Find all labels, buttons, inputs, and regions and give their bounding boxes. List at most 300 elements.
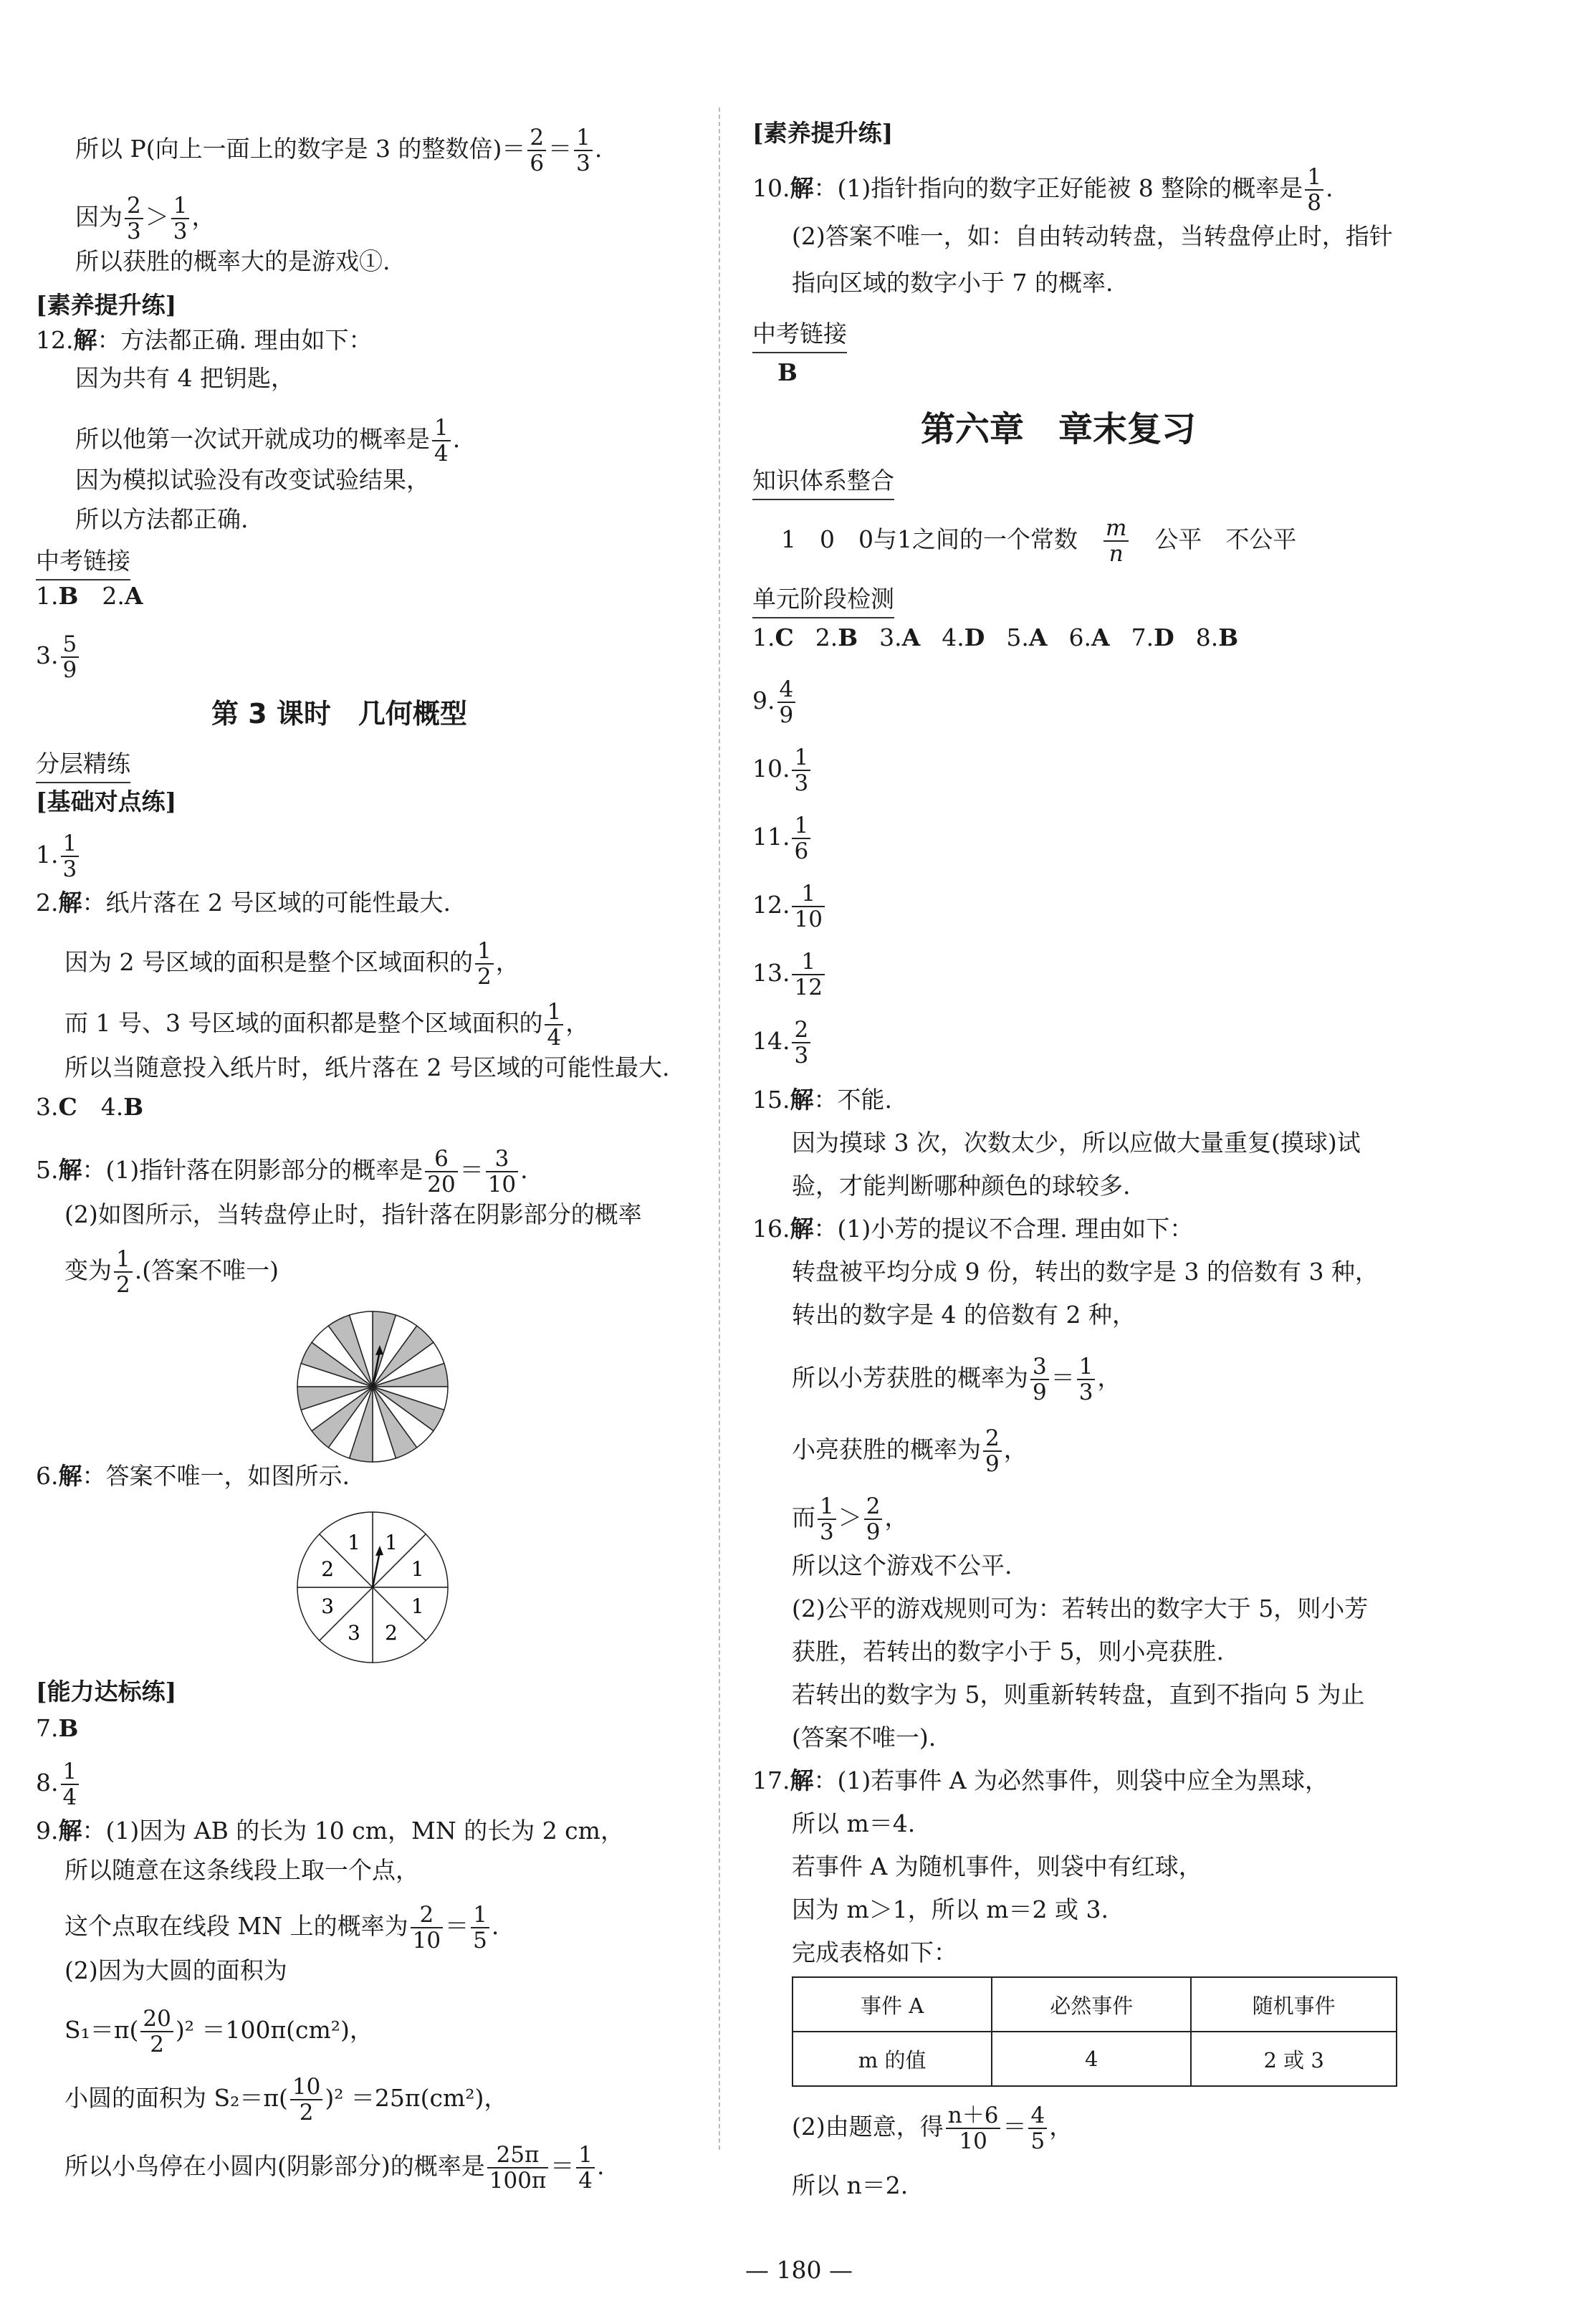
sector-label: 1 [385, 1531, 398, 1555]
question-6 [36, 1462, 350, 1491]
question-15 [752, 1086, 892, 1114]
fraction [946, 2103, 1001, 2153]
text-line [64, 2075, 507, 2125]
text: ＝ [445, 1912, 469, 1940]
table-cell: 2 或 3 [1191, 2032, 1397, 2086]
mc-answer [815, 623, 858, 651]
denominator: 3 [127, 219, 141, 244]
fraction [61, 831, 80, 881]
fraction [475, 939, 494, 989]
text-line [792, 1494, 908, 1544]
text-line: 若事件 A 为随机事件，则袋中有红球， [792, 1852, 1202, 1880]
q-number: 9. [752, 687, 775, 714]
question-5 [36, 1147, 528, 1197]
section-header: [能力达标练] [36, 1678, 177, 1706]
q-number: 7. [1131, 623, 1154, 651]
answers-line [36, 632, 81, 682]
numerator: 1 [792, 881, 824, 907]
text-line: 转出的数字是 4 的倍数有 2 种， [792, 1301, 1136, 1329]
q-number: 17. [752, 1766, 790, 1794]
fraction [432, 416, 451, 466]
q-number: 1. [752, 623, 775, 651]
section-header: [素养提升练] [752, 119, 894, 147]
question-2 [36, 889, 451, 917]
denominator: 2 [299, 2100, 314, 2125]
sector-label: 1 [411, 1557, 424, 1581]
section-header: 分层精练 [36, 745, 130, 779]
text-line: 因为共有 4 把钥匙， [75, 364, 295, 392]
fraction [792, 745, 810, 795]
answer: B [1218, 623, 1239, 651]
text-line: 所以方法都正确. [75, 505, 249, 533]
fraction [792, 813, 810, 864]
text: )² ＝100π(cm²)， [175, 2016, 373, 2044]
fraction [1103, 516, 1129, 566]
answer: B [58, 582, 79, 610]
answer: A [124, 582, 143, 610]
table-cell: 必然事件 [992, 1977, 1191, 2032]
text: 所以小芳获胜的概率为 [792, 1364, 1028, 1392]
table-cell: 随机事件 [1191, 1977, 1397, 2032]
spinner-figure-numbered [290, 1505, 455, 1670]
text-line [64, 2143, 605, 2193]
numerator: 1 [792, 813, 810, 839]
numerator: 1 [792, 745, 810, 771]
denominator: 9 [985, 1451, 1000, 1477]
numerator: 1 [576, 2143, 595, 2168]
fraction [1077, 1354, 1096, 1405]
knowledge-line [781, 516, 1296, 566]
sector-label: 3 [321, 1594, 335, 1618]
answer: C [58, 1093, 77, 1121]
page-number: — 180 — [745, 2256, 853, 2284]
solution-label: 解 [790, 1766, 814, 1794]
fraction [486, 1147, 518, 1197]
text: ， [1003, 1435, 1028, 1463]
numerator: 1 [1305, 165, 1323, 191]
answer: A [901, 623, 921, 651]
text-line [64, 1000, 589, 1050]
section-header: [素养提升练] [36, 291, 177, 319]
text-line: (2)如图所示，当转盘停止时，指针落在阴影部分的概率 [64, 1200, 642, 1228]
text: ＝ [1050, 1364, 1075, 1392]
q-number: 14. [752, 1027, 790, 1055]
fraction [818, 1494, 836, 1544]
answer: B [838, 623, 858, 651]
q-number: 6. [1068, 623, 1092, 651]
q-number: 7. [36, 1714, 59, 1742]
numerator: 25π [487, 2143, 549, 2168]
text-line: 所以这个游戏不公平. [792, 1551, 1012, 1579]
denominator: 2 [150, 2032, 164, 2057]
text-line: 所以当随意投入纸片时，纸片落在 2 号区域的可能性最大. [64, 1053, 670, 1081]
text: )² ＝25π(cm²)， [325, 2084, 508, 2112]
denominator: 3 [576, 150, 590, 176]
sector-label: 2 [321, 1557, 335, 1581]
numerator: 1 [818, 1494, 836, 1520]
text: . [452, 425, 461, 453]
q-number: 9. [36, 1817, 59, 1845]
answer: A [1028, 623, 1048, 651]
fraction [125, 193, 143, 244]
numerator: 20 [140, 2007, 173, 2032]
text: 所以 P(向上一面上的数字是 3 的整数倍)＝ [75, 135, 526, 163]
text: . [594, 135, 603, 163]
solution-label: 解 [58, 1156, 82, 1184]
answers-line [36, 1759, 81, 1809]
q-number: 3. [879, 623, 902, 651]
numerator: 1 [475, 939, 494, 965]
denominator: 3 [173, 219, 188, 244]
numerator: 6 [425, 1147, 457, 1172]
text: ＝ [1002, 2113, 1027, 2141]
q-number: 6. [36, 1462, 59, 1490]
q-number: 12. [36, 326, 74, 354]
text: .(答案不唯一) [134, 1256, 279, 1284]
text: ：方法都正确. 理由如下： [97, 326, 373, 354]
text: ：(1)小芳的提议不合理. 理由如下： [813, 1215, 1194, 1243]
fraction [864, 1494, 883, 1544]
denominator: 4 [434, 441, 449, 467]
text: ＞ [145, 203, 169, 231]
q-number: 4. [942, 623, 964, 651]
numerator: 2 [125, 193, 143, 219]
denominator: 10 [959, 2128, 987, 2154]
answers-line [752, 950, 827, 1000]
numerator: 1 [61, 831, 80, 857]
denominator: 20 [427, 1172, 456, 1197]
mc-answer [1069, 623, 1110, 651]
answers-line [36, 1714, 78, 1743]
fraction [792, 1018, 810, 1068]
fraction [576, 2143, 595, 2193]
text-line [75, 416, 460, 466]
denominator: 10 [794, 907, 823, 932]
q-number: 1. [36, 582, 59, 610]
numerator: 1 [545, 1000, 563, 1025]
section-header: 单元阶段检测 [752, 580, 894, 614]
numerator: 1 [114, 1247, 133, 1273]
fraction [1028, 2103, 1047, 2153]
denominator: 9 [866, 1519, 881, 1545]
denominator: 4 [578, 2168, 593, 2194]
text-line: (答案不唯一). [792, 1723, 937, 1751]
question-12 [36, 326, 372, 355]
denominator: 2 [477, 964, 492, 990]
text-line: 转盘被平均分成 9 份，转出的数字是 3 的倍数有 3 种， [792, 1258, 1379, 1286]
text-line [64, 1903, 499, 1953]
text-line: 所以 n＝2. [792, 2171, 909, 2199]
text-line: (2)答案不唯一，如：自由转动转盘，当转盘停止时，指针 [792, 222, 1393, 250]
denominator: 3 [820, 1519, 834, 1545]
q-number: 15. [752, 1086, 790, 1114]
text-line: 指向区域的数字小于 7 的概率. [792, 269, 1114, 297]
numerator: 2 [864, 1494, 883, 1520]
fraction [411, 1903, 443, 1953]
fraction [114, 1247, 133, 1297]
text: ＝ [459, 1156, 484, 1184]
text-line [792, 1426, 1028, 1476]
denominator: 12 [794, 975, 823, 1000]
solution-label: 解 [58, 1462, 82, 1490]
text-line [64, 939, 520, 989]
text: 所以小鸟停在小圆内(阴影部分)的概率是 [64, 2152, 485, 2180]
fraction [61, 632, 80, 682]
denominator: 100π [489, 2168, 547, 2194]
q-number: 5. [36, 1156, 59, 1184]
question-16 [752, 1215, 1193, 1243]
answers-line [36, 831, 81, 881]
denominator: n [1109, 541, 1124, 567]
section-header: [基础对点练] [36, 788, 177, 816]
text-line: (2)公平的游戏规则可为：若转出的数字大于 5，则小芳 [792, 1594, 1369, 1622]
text-line: 若转出的数字为 5，则重新转转盘，直到不指向 5 为止 [792, 1680, 1365, 1708]
text: 小亮获胜的概率为 [792, 1435, 981, 1463]
answers-line [752, 677, 798, 727]
text: ：答案不唯一，如图所示. [82, 1462, 350, 1490]
fraction [425, 1147, 457, 1197]
column-divider [719, 107, 720, 2150]
answer: B [777, 358, 798, 386]
text: ：(1)指针指向的数字正好能被 8 整除的概率是 [813, 174, 1303, 202]
text-line: 因为摸球 3 次，次数太少，所以应做大量重复(摸球)试 [792, 1129, 1361, 1157]
answer: D [1154, 623, 1174, 651]
numerator: 1 [574, 125, 593, 151]
text: ：不能. [813, 1086, 892, 1114]
fraction [792, 950, 824, 1000]
denominator: 8 [1307, 190, 1321, 216]
chapter-title: 第六章 章末复习 [921, 409, 1197, 449]
mc-answers [752, 623, 1260, 652]
text: 而 1 号、3 号区域的面积都是整个区域面积的 [64, 1009, 543, 1037]
text: 变为 [64, 1256, 112, 1284]
text: ＝ [548, 135, 573, 163]
answers-line [36, 1093, 143, 1122]
q-number: 1. [36, 841, 59, 869]
numerator: 2 [527, 125, 546, 151]
text-line [64, 2007, 373, 2057]
question-17 [752, 1766, 1328, 1795]
solution-label: 解 [58, 889, 82, 917]
denominator: 5 [1030, 2128, 1045, 2154]
denominator: 9 [1033, 1379, 1047, 1405]
numerator: 1 [471, 1903, 489, 1928]
answer: B [123, 1093, 144, 1121]
table-cell: m 的值 [793, 2032, 992, 2086]
q-number: 3. [36, 1093, 59, 1121]
text: ， [884, 1503, 909, 1531]
text-line: 因为 m＞1，所以 m＝2 或 3. [792, 1895, 1109, 1923]
fraction [1305, 165, 1323, 215]
answer: A [1091, 623, 1110, 651]
numerator: 4 [777, 677, 796, 703]
spinner-figure-shaded [290, 1304, 455, 1469]
numerator: 10 [290, 2075, 322, 2100]
answers-line [752, 745, 813, 795]
question-10 [752, 165, 1333, 215]
numerator: 5 [61, 632, 80, 658]
q-number: 5. [1006, 623, 1029, 651]
mc-answer [752, 623, 794, 651]
text-line: 验，才能判断哪种颜色的球较多. [792, 1172, 1131, 1200]
text-line [792, 2103, 1073, 2153]
sector-label: 1 [348, 1531, 360, 1555]
text: 因为 [75, 203, 123, 231]
text: . [597, 2152, 605, 2180]
answer: D [964, 623, 985, 651]
denominator: 9 [779, 702, 794, 728]
answers-line [752, 881, 827, 932]
answer: B [58, 1714, 79, 1742]
numerator: 1 [171, 193, 190, 219]
section-header: 中考链接 [36, 542, 130, 576]
text-line [64, 1247, 279, 1297]
text: ， [191, 203, 216, 231]
denominator: 5 [473, 1928, 487, 1954]
q-number: 10. [752, 755, 790, 783]
answers-line [752, 1018, 813, 1068]
numerator: 1 [432, 416, 451, 441]
q-number: 4. [100, 1093, 124, 1121]
text: ：(1)若事件 A 为必然事件，则袋中应全为黑球， [813, 1766, 1329, 1794]
denominator: 3 [62, 856, 77, 882]
text: 公平 不公平 [1154, 525, 1297, 553]
fraction [527, 125, 546, 176]
text: . [1325, 174, 1334, 202]
numerator: 2 [792, 1018, 810, 1043]
answer: C [775, 623, 794, 651]
mc-answer [1131, 623, 1174, 651]
denominator: 10 [412, 1928, 441, 1954]
answers-line [752, 813, 813, 864]
fraction [1030, 1354, 1049, 1405]
numerator: m [1103, 516, 1129, 542]
numerator: 3 [486, 1147, 518, 1172]
denominator: 4 [547, 1025, 562, 1051]
text: 而 [792, 1503, 815, 1531]
text: ＝ [550, 2152, 575, 2180]
mc-answer [879, 623, 920, 651]
text: ， [1049, 2113, 1073, 2141]
text-line [792, 1354, 1121, 1405]
q-number: 2. [36, 889, 59, 917]
table-cell: 事件 A [793, 1977, 992, 2032]
fraction [574, 125, 593, 176]
text: S₁＝π( [64, 2016, 139, 2044]
text-line: 所以获胜的概率大的是游戏①. [75, 247, 391, 275]
denominator: 10 [487, 1172, 517, 1197]
denominator: 6 [794, 838, 809, 864]
solution-label: 解 [790, 1215, 814, 1243]
question-9 [36, 1817, 624, 1845]
text: ， [565, 1009, 590, 1037]
numerator: n＋6 [946, 2103, 1001, 2129]
solution-label: 解 [58, 1817, 82, 1845]
q-number: 8. [1195, 623, 1219, 651]
text-line: (2)因为大圆的面积为 [64, 1956, 287, 1984]
q-number: 12. [752, 891, 790, 919]
fraction [487, 2143, 549, 2193]
answers-line [36, 582, 143, 611]
q-number: 2. [102, 582, 125, 610]
mc-answer [942, 623, 985, 651]
fraction [792, 881, 824, 932]
text: 因为 2 号区域的面积是整个区域面积的 [64, 948, 473, 976]
table-row [793, 1977, 1397, 2032]
text-line: 完成表格如下： [792, 1938, 957, 1966]
denominator: 3 [794, 770, 809, 796]
fraction [471, 1903, 489, 1953]
text-line [75, 125, 602, 176]
text: (2)由题意，得 [792, 2113, 944, 2141]
text-line: 所以随意在这条线段上取一个点， [64, 1856, 419, 1884]
text-line: 所以 m＝4. [792, 1809, 916, 1837]
text-line: 获胜，若转出的数字小于 5，则小亮获胜. [792, 1637, 1224, 1665]
numerator: 1 [61, 1759, 80, 1785]
q-number: 2. [815, 623, 838, 651]
fraction [545, 1000, 563, 1050]
numerator: 2 [411, 1903, 443, 1928]
q-number: 16. [752, 1215, 790, 1243]
numerator: 4 [1028, 2103, 1047, 2129]
numerator: 1 [1077, 1354, 1096, 1380]
table-row [793, 2032, 1397, 2086]
text: 小圆的面积为 S₂＝π( [64, 2084, 288, 2112]
numerator: 3 [1030, 1354, 1049, 1380]
text: ：(1)指针落在阴影部分的概率是 [82, 1156, 423, 1184]
text: 所以他第一次试开就成功的概率是 [75, 425, 430, 453]
text: ：纸片落在 2 号区域的可能性最大. [82, 889, 451, 917]
sector-label: 2 [385, 1620, 398, 1645]
solution-label: 解 [73, 326, 97, 354]
text: . [520, 1156, 528, 1184]
text-line: 因为模拟试验没有改变试验结果， [75, 466, 430, 494]
events-table [792, 1976, 1397, 2087]
fraction [171, 193, 190, 244]
denominator: 9 [62, 657, 77, 683]
solution-label: 解 [790, 174, 814, 202]
text: ＞ [838, 1503, 862, 1531]
fraction [983, 1426, 1002, 1476]
q-number: 8. [36, 1769, 59, 1797]
numerator: 2 [983, 1426, 1002, 1452]
section-header: 知识体系整合 [752, 462, 894, 496]
text: ：(1)因为 AB 的长为 10 cm，MN 的长为 2 cm， [82, 1817, 624, 1845]
text: 这个点取在线段 MN 上的概率为 [64, 1912, 408, 1940]
numerator: 1 [792, 950, 824, 975]
fraction [777, 677, 796, 727]
denominator: 3 [794, 1043, 809, 1068]
fraction [290, 2075, 322, 2125]
text: 1 0 0与1之间的一个常数 [781, 525, 1078, 553]
q-number: 10. [752, 174, 790, 202]
sector-label: 1 [411, 1594, 424, 1618]
fraction [140, 2007, 173, 2057]
q-number: 13. [752, 959, 790, 987]
lesson-title: 第 3 课时 几何概型 [211, 698, 467, 730]
denominator: 2 [116, 1272, 130, 1298]
denominator: 3 [1078, 1379, 1093, 1405]
denominator: 6 [530, 150, 545, 176]
mc-answer [1196, 623, 1238, 651]
denominator: 4 [62, 1784, 77, 1810]
q-number: 11. [752, 823, 790, 851]
text: ， [495, 948, 520, 976]
text-line [75, 193, 215, 244]
q-number: 3. [36, 641, 59, 669]
section-header: 中考链接 [752, 315, 847, 349]
sector-label: 3 [348, 1620, 360, 1645]
